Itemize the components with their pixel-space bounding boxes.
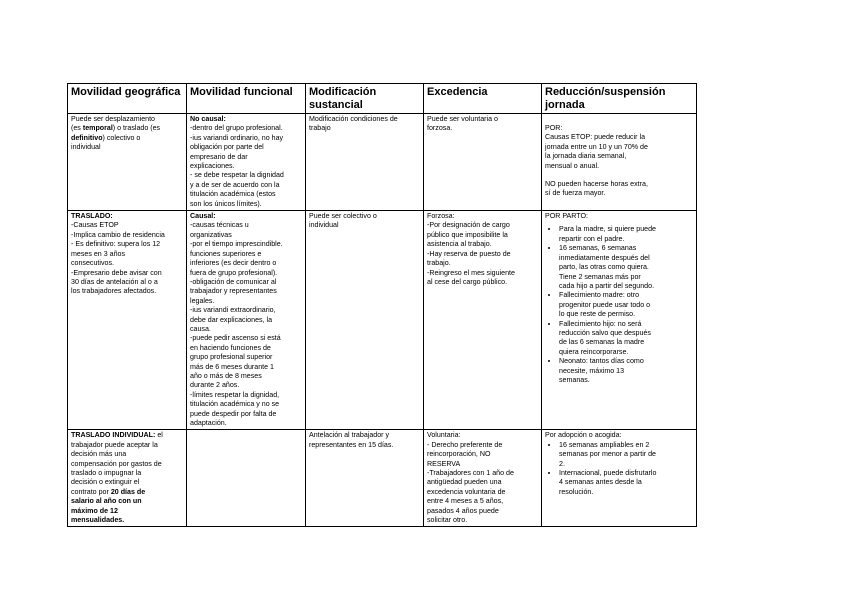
- cell-func-causal: Causal: -causas técnicas u organizativas -por el tiempo imprescindible. funciones superiores e inferiores (es decir dentro o fuera de grupo profesional). -obligación de comunicar al trabajador y representantes legales. -ius variandi extraordinario, debe dar explicaciones, la causa. -puede pedir ascenso si está en haciendo funciones de grupo profesional superior más de 6 meses durante 1 año o más de 8 meses durante 2 años. -límites respetar la dignidad, titulación académica y no se puede despedir por falta de adaptación.: [187, 211, 306, 430]
- text-line: definitivo) colectivo o: [71, 133, 141, 142]
- labor-mobility-table: [67, 83, 697, 527]
- parto-list: [545, 225, 693, 385]
- list-item: • 16 semanas, 6 semanas inmediatamente después del parto, las otras como quiera. Tiene 2 semanas más por cada hijo a partir del segundo.: [559, 244, 693, 291]
- list-item: • Para la madre, si quiere puede repartir con el padre.: [559, 225, 693, 244]
- cell-red-etop: POR: Causas ETOP: puede reducir la jornada entre un 10 y un 70% de la jornada diaria semanal, mensual o anual. NO pueden hacerse horas extra, sí de fuerza mayor.: [542, 114, 697, 211]
- cell-func-empty: [187, 430, 306, 527]
- table-row: [68, 430, 697, 527]
- list-item: • 16 semanas ampliables en 2 semanas por menor a partir de 2.: [559, 441, 693, 469]
- cell-exc-general: Puede ser voluntaria o forzosa.: [424, 114, 542, 211]
- adopcion-list: [545, 441, 693, 497]
- table-row: [68, 114, 697, 211]
- cell-exc-voluntaria: Voluntaria: - Derecho preferente de reincorporación, NO RESERVA -Trabajadores con 1 año de antigüedad pueden una excedencia voluntaria de entre 4 meses a 5 años, pasados 4 años puede solicitar otro.: [424, 430, 542, 527]
- cell-mod-general: Modificación condiciones de trabajo: [306, 114, 424, 211]
- cell-func-no-causal: No causal: -dentro del grupo profesional. -ius variandi ordinario, no hay obligación por parte del empresario de dar explicaciones. - se debe respetar la dignidad y a de ser de acuerdo con la titulación académica (estos son los únicos límites).: [187, 114, 306, 211]
- header-movilidad-funcional: Movilidad funcional: [187, 84, 306, 114]
- list-item: • Neonato: tantos días como necesite, máximo 13 semanas.: [559, 357, 693, 385]
- header-excedencia: Excedencia: [424, 84, 542, 114]
- list-item: • Fallecimiento hijo: no será reducción salvo que después de las 6 semanas la madre quiera reincorporarse.: [559, 320, 693, 358]
- header-modificacion-sustancial: Modificación sustancial: [306, 84, 424, 114]
- header-reduccion-suspension: Reducción/suspensión jornada: [542, 84, 697, 114]
- text-line: (es temporal) o traslado (es: [71, 124, 161, 133]
- cell-geo-traslado: TRASLADO: -Causas ETOP -Implica cambio de residencia - Es definitivo: supera los 12 meses en 3 años consecutivos. -Empresario debe avisar con 30 días de antelación al o a los trabajadores afectados.: [68, 211, 187, 430]
- header-movilidad-geografica: Movilidad geográfica: [68, 84, 187, 114]
- header-row: [68, 84, 697, 114]
- cell-mod-ambito: Puede ser colectivo o individual: [306, 211, 424, 430]
- cell-geo-general: Puede ser desplazamiento (es temporal) o traslado (es definitivo) colectivo o individual: [68, 114, 187, 211]
- table-row: [68, 211, 697, 430]
- cell-geo-traslado-individual: TRASLADO INDIVIDUAL: el trabajador puede aceptar la decisión más una compensación por gastos de traslado o impugnar la decisión o extinguir el contrato por 20 días de salario al año con un máximo de 12 mensualidades.: [68, 430, 187, 527]
- cell-red-parto: POR PARTO: • Para la madre, si quiere puede repartir con el padre. • 16 semanas, 6 semanas inmediatamente después del parto, las otras como quiera. Tiene 2 semanas más por cada hijo a partir del segundo. • Fallecimiento madre: otro progenitor puede usar todo o lo que reste de permiso. • Fallecimiento hijo: no será reducción salvo que después de las 6 semanas la madre quiera reincorporarse. • Neonato: tantos días como necesite, máximo 13 semanas.: [542, 211, 697, 430]
- cell-exc-forzosa: Forzosa: -Por designación de cargo público que imposibilite la asistencia al trabajo. -Hay reserva de puesto de trabajo. -Reingreso el mes siguiente al cese del cargo público.: [424, 211, 542, 430]
- list-item: • Fallecimiento madre: otro progenitor puede usar todo o lo que reste de permiso.: [559, 291, 693, 319]
- list-item: • Internacional, puede disfrutarlo 4 semanas antes desde la resolución.: [559, 469, 693, 497]
- cell-red-adopcion: Por adopción o acogida: • 16 semanas ampliables en 2 semanas por menor a partir de 2. • Internacional, puede disfrutarlo 4 semanas antes desde la resolución.: [542, 430, 697, 527]
- cell-mod-antelacion: Antelación al trabajador y representantes en 15 días.: [306, 430, 424, 527]
